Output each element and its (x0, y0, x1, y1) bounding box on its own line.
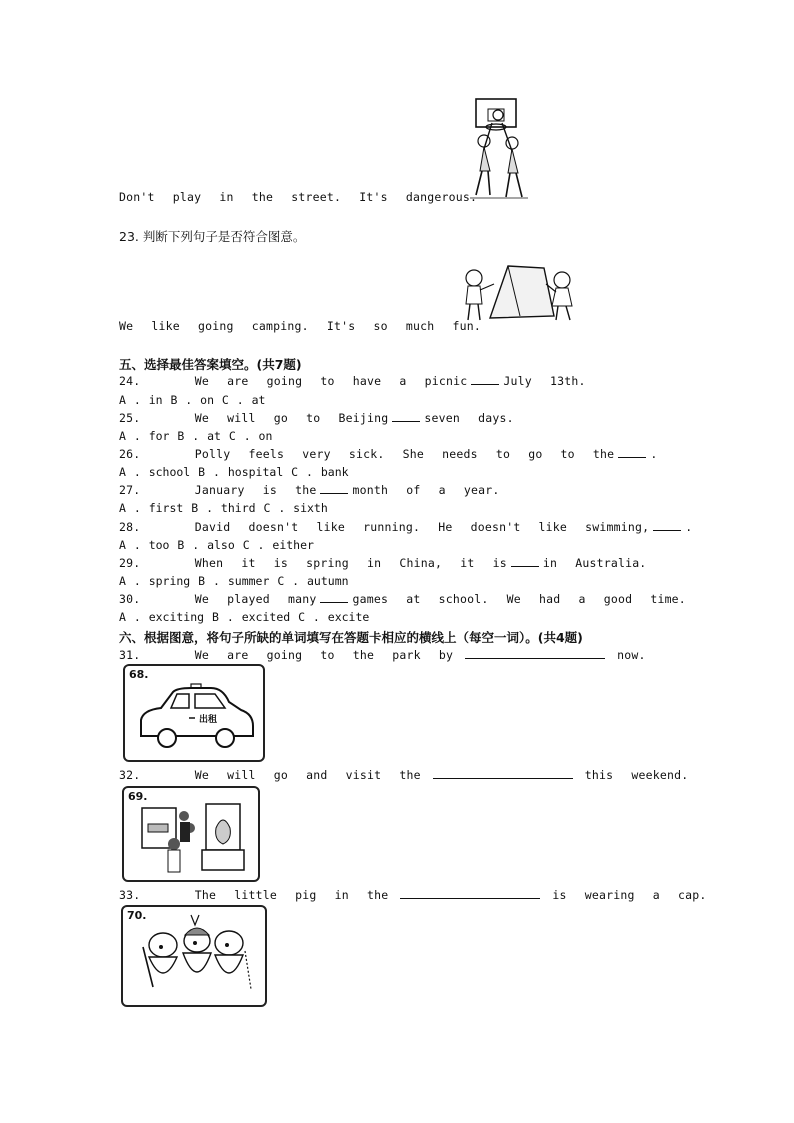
pigs-picture (121, 905, 267, 1007)
q28-stem: 28. David doesn't like running. He doesn't like swimming, . (119, 520, 693, 534)
q26-stem: 26. Polly feels very sick. She needs to go to the . (119, 447, 658, 461)
taxi-picture (123, 664, 265, 762)
picture-number: 68. (129, 668, 149, 681)
q24-stem: 24. We are going to have a picnic July 13th. (119, 374, 586, 388)
q23-title: 23. 判断下列句子是否符合图意。 (119, 229, 306, 244)
q29-stem: 29. When it is spring in China, it is in Australia. (119, 556, 647, 570)
q31-stem: 31. We are going to the park by now. (119, 648, 646, 662)
q27-options: A . first B . third C . sixth (119, 501, 328, 515)
q22-sentence: Don't play in the street. It's dangerous. (119, 190, 478, 204)
camping-picture (460, 260, 580, 324)
taxi-sign-text: 出租 (199, 715, 218, 725)
picture-number: 70. (127, 909, 147, 922)
basketball-picture (462, 95, 534, 201)
q33-stem: 33. The little pig in the is wearing a cap. (119, 888, 707, 902)
q24-options: A . in B . on C . at (119, 393, 266, 407)
section5-heading: 五、选择最佳答案填空。(共7题) (119, 357, 302, 372)
museum-picture (122, 786, 260, 882)
picture-number: 69. (128, 790, 148, 803)
q29-options: A . spring B . summer C . autumn (119, 574, 349, 588)
q27-stem: 27. January is the month of a year. (119, 483, 500, 497)
q30-stem: 30. We played many games at school. We had a good time. (119, 592, 686, 606)
q26-options: A . school B . hospital C . bank (119, 465, 349, 479)
q32-stem: 32. We will go and visit the this weekend. (119, 768, 689, 782)
q25-stem: 25. We will go to Beijing seven days. (119, 411, 514, 425)
q30-options: A . exciting B . excited C . excite (119, 610, 370, 624)
q28-options: A . too B . also C . either (119, 538, 314, 552)
q23-sentence: We like going camping. It's so much fun. (119, 319, 481, 333)
q25-options: A . for B . at C . on (119, 429, 273, 443)
section6-heading: 六、根据图意，将句子所缺的单词填写在答题卡相应的横线上（每空一词）。(共4题) (119, 630, 583, 645)
